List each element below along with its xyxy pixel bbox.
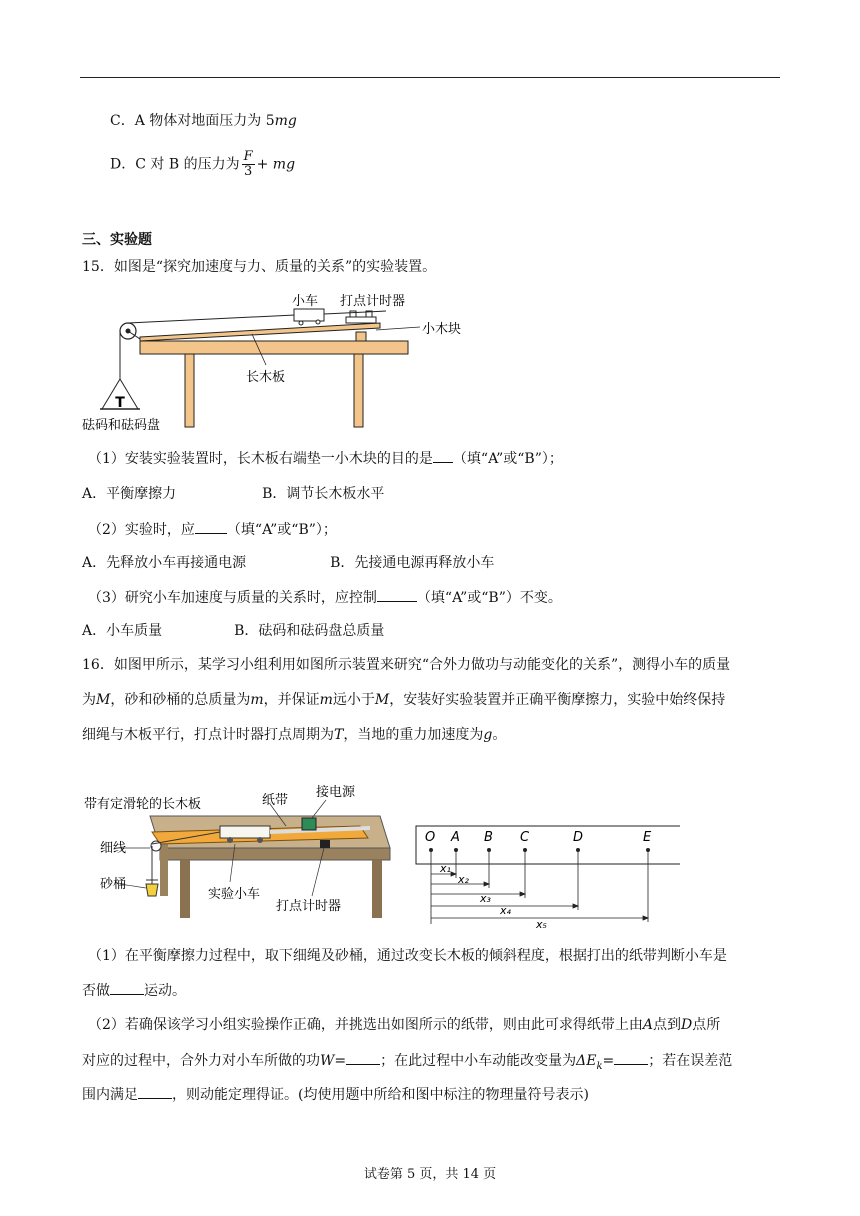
q15-part1-tail: （填“A”或“B”）； bbox=[452, 451, 563, 467]
q16-apparatus-figure bbox=[80, 780, 400, 920]
option-c-label: C． bbox=[110, 113, 135, 129]
text: 运动。 bbox=[144, 983, 186, 999]
car bbox=[220, 826, 270, 838]
q15-figure bbox=[80, 285, 500, 435]
q16-part1-a: （1）在平衡摩擦力过程中，取下细绳及砂桶，通过改变长木板的倾斜程度，根据打出的纸带判断小车是 bbox=[88, 948, 727, 964]
q15-part3-tail: （填“A”或“B”）不变。 bbox=[416, 590, 562, 606]
text: ；在此过程中小车动能改变量为 bbox=[380, 1053, 577, 1069]
answer-blank[interactable] bbox=[138, 1084, 172, 1099]
q15-stem: 15．如图是“探究加速度与力、质量的关系”的实验装置。 bbox=[82, 259, 437, 275]
text: 点所 bbox=[692, 1017, 721, 1033]
text: ，砂和砂桶的总质量为 bbox=[110, 692, 251, 708]
small-block bbox=[356, 332, 366, 341]
weight-glyph: T bbox=[115, 395, 125, 411]
label-B: B bbox=[484, 830, 493, 845]
option-d-tail: + mg bbox=[256, 156, 296, 173]
label-board: 长木板 bbox=[246, 370, 286, 385]
label-weights: 砝码和砝码盘 bbox=[82, 418, 161, 433]
text: = bbox=[602, 1053, 615, 1069]
option-c-var: mg bbox=[274, 113, 297, 129]
q15-part2-options bbox=[82, 553, 494, 573]
label-D: D bbox=[573, 830, 584, 845]
timer-clamp bbox=[320, 840, 330, 848]
text: 点到 bbox=[653, 1017, 682, 1033]
timer bbox=[302, 818, 316, 830]
leader-block bbox=[376, 327, 420, 330]
var-m: m bbox=[250, 692, 264, 708]
option-a: A．平衡摩擦力 bbox=[82, 486, 177, 502]
q15-part2-tail: （填“A”或“B”）； bbox=[226, 522, 337, 538]
var-A: A bbox=[642, 1017, 654, 1033]
answer-blank[interactable] bbox=[110, 980, 144, 995]
text: 为 bbox=[82, 692, 96, 708]
var-m: m bbox=[319, 692, 333, 708]
label-O: O bbox=[425, 830, 436, 845]
arrowhead bbox=[484, 882, 489, 886]
option-a: A．先释放小车再接通电源 bbox=[82, 555, 247, 571]
label-x3: x₃ bbox=[480, 892, 491, 905]
q15-part2 bbox=[88, 519, 337, 540]
label-A: A bbox=[451, 830, 460, 845]
leader bbox=[312, 800, 326, 818]
q15-part3-options bbox=[82, 621, 384, 641]
label-x5: x₅ bbox=[536, 918, 547, 930]
q16-tape-figure bbox=[410, 820, 690, 930]
text: （2）若确保该学习小组实验操作正确，并挑选出如图所示的纸带，则由此可求得纸带上由 bbox=[88, 1017, 643, 1033]
header-rule bbox=[80, 77, 780, 78]
answer-blank[interactable] bbox=[195, 519, 227, 534]
car-body bbox=[294, 309, 324, 321]
label-power: 接电源 bbox=[316, 785, 356, 800]
q16-line2 bbox=[82, 690, 725, 710]
text: ，当地的重力加速度为 bbox=[343, 727, 484, 743]
q15-part1-options bbox=[82, 484, 384, 504]
q16-part1-b bbox=[82, 980, 186, 1001]
answer-blank[interactable] bbox=[377, 587, 417, 602]
text: 对应的过程中，合外力对小车所做的功 bbox=[82, 1053, 320, 1069]
q15-part1-text: （1）安装实验装置时，长木板右端垫一小木块的目的是 bbox=[88, 451, 433, 467]
tape-points bbox=[429, 848, 650, 852]
label-bucket: 砂桶 bbox=[100, 877, 127, 892]
q16-part2-a bbox=[88, 1015, 720, 1035]
label-tape: 纸带 bbox=[262, 793, 289, 808]
text: 远小于 bbox=[332, 692, 375, 708]
text: ；若在误差范 bbox=[648, 1053, 733, 1069]
option-d-text: C 对 B 的压力为 bbox=[135, 156, 240, 173]
option-d bbox=[110, 150, 295, 179]
var-T: T bbox=[334, 727, 344, 743]
section-title: 三、实验题 bbox=[82, 232, 152, 248]
arrowhead bbox=[643, 916, 648, 920]
option-a: A．小车质量 bbox=[82, 623, 163, 639]
option-c-text: A 物体对地面压力为 5 bbox=[134, 113, 275, 129]
q15-part1 bbox=[88, 448, 563, 469]
label-x4: x₄ bbox=[500, 904, 511, 917]
label-C: C bbox=[520, 830, 530, 845]
answer-blank[interactable] bbox=[346, 1050, 380, 1065]
car-wheel bbox=[257, 837, 263, 843]
arrowhead bbox=[451, 872, 456, 876]
q16-line3 bbox=[82, 725, 506, 745]
long-board bbox=[140, 323, 380, 341]
option-b: B．调节长木板水平 bbox=[262, 486, 385, 502]
text: 围内满足 bbox=[82, 1087, 138, 1103]
q15-part3-text: （3）研究小车加速度与质量的关系时，应控制 bbox=[88, 590, 377, 606]
label-car: 小车 bbox=[292, 294, 319, 309]
option-b: B．先接通电源再释放小车 bbox=[330, 555, 495, 571]
label-string: 细线 bbox=[100, 841, 127, 856]
car-wheel bbox=[299, 321, 303, 325]
timer-post bbox=[350, 311, 356, 317]
var-D: D bbox=[681, 1017, 693, 1033]
var-M: M bbox=[96, 692, 111, 708]
q16-line1: 16．如图甲所示，某学习小组利用如图所示装置来研究“合外力做功与动能变化的关系”，测得小车的质量 bbox=[82, 657, 731, 673]
label-x2: x₂ bbox=[458, 873, 469, 886]
var-W: W bbox=[320, 1053, 335, 1069]
option-c bbox=[110, 111, 297, 131]
label-timer: 打点计时器 bbox=[276, 899, 342, 914]
page-footer: 试卷第 5 页，共 14 页 bbox=[363, 1167, 497, 1182]
text: 。 bbox=[492, 727, 507, 743]
q15-part3 bbox=[88, 587, 562, 608]
table-leg-left bbox=[185, 354, 194, 427]
fraction bbox=[242, 150, 255, 179]
string bbox=[128, 315, 295, 323]
label-car: 实验小车 bbox=[208, 887, 261, 902]
label-E: E bbox=[643, 830, 652, 845]
table-leg-right bbox=[354, 354, 363, 427]
fraction-denominator: 3 bbox=[243, 164, 253, 179]
option-d-label: D． bbox=[110, 156, 136, 173]
var-g: g bbox=[483, 727, 493, 743]
text: ，安装好实验装置并正确平衡摩擦力，实验中始终保持 bbox=[389, 692, 726, 708]
text: 否做 bbox=[82, 983, 110, 999]
sand-bucket bbox=[146, 884, 158, 896]
timer-body bbox=[346, 317, 376, 323]
table-leg bbox=[180, 860, 190, 918]
var-M: M bbox=[374, 692, 390, 708]
fraction-numerator: F bbox=[243, 149, 253, 164]
table-leg bbox=[372, 860, 382, 918]
car-wheel bbox=[227, 837, 233, 843]
label-board: 带有定滑轮的长木板 bbox=[84, 797, 202, 812]
answer-blank[interactable] bbox=[433, 448, 453, 463]
q16-part2-b bbox=[82, 1050, 732, 1077]
text: ，则动能定理得证。(均使用题中所给和图中标注的物理量符号表示) bbox=[172, 1087, 589, 1103]
q15-part2-text: （2）实验时，应 bbox=[88, 522, 195, 538]
arrowhead bbox=[573, 904, 578, 908]
arrowhead bbox=[520, 892, 525, 896]
car-wheel bbox=[316, 320, 320, 324]
option-b: B．砝码和砝码盘总质量 bbox=[234, 623, 385, 639]
table-top bbox=[140, 341, 408, 354]
label-timer: 打点计时器 bbox=[340, 294, 406, 309]
var-delta-E: ΔE bbox=[576, 1053, 597, 1069]
text: 细绳与木板平行，打点计时器打点周期为 bbox=[82, 727, 334, 743]
table-edge bbox=[160, 848, 390, 860]
text: = bbox=[334, 1053, 347, 1069]
answer-blank[interactable] bbox=[614, 1050, 648, 1065]
label-x1: x₁ bbox=[440, 862, 451, 875]
text: ，并保证 bbox=[263, 692, 320, 708]
label-block: 小木块 bbox=[422, 322, 462, 337]
var-k: k bbox=[596, 1060, 603, 1072]
q16-part2-c bbox=[82, 1084, 589, 1105]
